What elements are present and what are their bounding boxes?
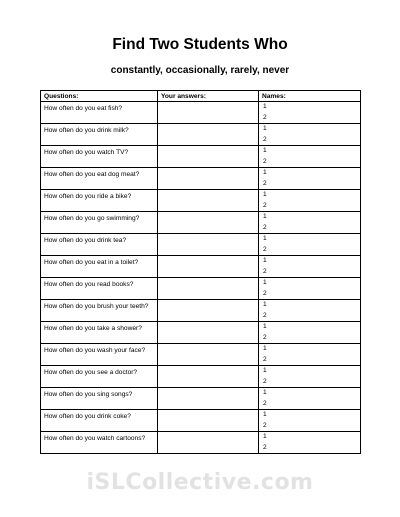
question-cell xyxy=(41,212,158,234)
name-number: 2 xyxy=(263,113,267,121)
name-number: 1 xyxy=(263,411,267,418)
name-number: 2 xyxy=(263,421,267,429)
table-row xyxy=(41,212,361,234)
table-row xyxy=(41,234,361,256)
names-cell[interactable] xyxy=(259,168,361,190)
name-number: 1 xyxy=(263,147,267,154)
question-cell xyxy=(41,410,158,432)
table-row xyxy=(41,124,361,146)
answer-cell[interactable] xyxy=(158,256,259,278)
name-number: 1 xyxy=(263,125,267,132)
answer-cell[interactable] xyxy=(158,278,259,300)
question-cell xyxy=(41,344,158,366)
answer-cell[interactable] xyxy=(158,212,259,234)
question-text: How often do you watch TV? xyxy=(44,149,129,156)
names-cell[interactable] xyxy=(259,190,361,212)
worksheet-table xyxy=(40,90,361,454)
name-number: 1 xyxy=(263,235,267,242)
questions-header: Questions: xyxy=(41,91,158,102)
question-cell xyxy=(41,168,158,190)
name-number: 2 xyxy=(263,201,267,209)
answer-cell[interactable] xyxy=(158,432,259,454)
name-number: 2 xyxy=(263,333,267,341)
name-number: 1 xyxy=(263,257,267,264)
names-cell[interactable] xyxy=(259,322,361,344)
name-number: 2 xyxy=(263,289,267,297)
name-number: 1 xyxy=(263,323,267,330)
question-cell xyxy=(41,102,158,124)
name-number: 1 xyxy=(263,103,267,110)
name-number: 1 xyxy=(263,433,267,440)
name-number: 1 xyxy=(263,389,267,396)
answer-cell[interactable] xyxy=(158,344,259,366)
question-cell xyxy=(41,432,158,454)
question-text: How often do you eat dog meat? xyxy=(44,171,140,178)
table-body xyxy=(41,102,361,454)
question-cell xyxy=(41,300,158,322)
name-number: 2 xyxy=(263,355,267,363)
question-text: How often do you drink milk? xyxy=(44,127,129,134)
table-row xyxy=(41,256,361,278)
names-cell[interactable] xyxy=(259,300,361,322)
names-cell[interactable] xyxy=(259,432,361,454)
name-number: 1 xyxy=(263,191,267,198)
answer-cell[interactable] xyxy=(158,410,259,432)
table-row xyxy=(41,432,361,454)
name-number: 2 xyxy=(263,311,267,319)
name-number: 2 xyxy=(263,267,267,275)
table-row xyxy=(41,190,361,212)
answer-cell[interactable] xyxy=(158,168,259,190)
name-number: 1 xyxy=(263,169,267,176)
table-row xyxy=(41,278,361,300)
answer-cell[interactable] xyxy=(158,322,259,344)
question-text: How often do you take a shower? xyxy=(44,325,142,332)
answer-cell[interactable] xyxy=(158,300,259,322)
table-row xyxy=(41,168,361,190)
name-number: 1 xyxy=(263,367,267,374)
name-number: 2 xyxy=(263,443,267,451)
page-title: Find Two Students Who xyxy=(112,36,288,53)
table-row xyxy=(41,366,361,388)
names-cell[interactable] xyxy=(259,234,361,256)
names-cell[interactable] xyxy=(259,256,361,278)
names-cell[interactable] xyxy=(259,366,361,388)
name-number: 2 xyxy=(263,245,267,253)
table-row xyxy=(41,146,361,168)
names-cell[interactable] xyxy=(259,278,361,300)
table-row xyxy=(41,388,361,410)
answer-cell[interactable] xyxy=(158,124,259,146)
answer-cell[interactable] xyxy=(158,234,259,256)
question-text: How often do you ride a bike? xyxy=(44,193,132,200)
names-cell[interactable] xyxy=(259,124,361,146)
name-number: 2 xyxy=(263,399,267,407)
names-cell[interactable] xyxy=(259,344,361,366)
table-row xyxy=(41,300,361,322)
names-header: Names: xyxy=(259,91,361,102)
names-cell[interactable] xyxy=(259,102,361,124)
question-text: How often do you go swimming? xyxy=(44,215,140,222)
name-number: 2 xyxy=(263,377,267,385)
names-cell[interactable] xyxy=(259,410,361,432)
answer-cell[interactable] xyxy=(158,388,259,410)
names-cell[interactable] xyxy=(259,388,361,410)
question-cell xyxy=(41,388,158,410)
table-row xyxy=(41,344,361,366)
answer-cell[interactable] xyxy=(158,146,259,168)
question-text: How often do you see a doctor? xyxy=(44,369,138,376)
question-text: How often do you sing songs? xyxy=(44,391,133,398)
table-row xyxy=(41,102,361,124)
question-cell xyxy=(41,366,158,388)
answer-cell[interactable] xyxy=(158,190,259,212)
table-header-row xyxy=(41,91,361,102)
name-number: 1 xyxy=(263,279,267,286)
question-text: How often do you watch cartoons? xyxy=(44,435,146,442)
name-number: 2 xyxy=(263,223,267,231)
answers-header: Your answers: xyxy=(158,91,259,102)
question-text: How often do you eat fish? xyxy=(44,105,123,112)
page-subtitle: constantly, occasionally, rarely, never xyxy=(110,65,290,76)
table-row xyxy=(41,322,361,344)
name-number: 1 xyxy=(263,345,267,352)
question-text: How often do you wash your face? xyxy=(44,347,146,354)
name-number: 1 xyxy=(263,301,267,308)
question-cell xyxy=(41,322,158,344)
name-number: 1 xyxy=(263,213,267,220)
question-cell xyxy=(41,234,158,256)
answer-cell[interactable] xyxy=(158,102,259,124)
question-text: How often do you brush your teeth? xyxy=(44,303,149,310)
answer-cell[interactable] xyxy=(158,366,259,388)
watermark: iSLCollective.com xyxy=(86,470,314,495)
question-text: How often do you drink tea? xyxy=(44,237,127,244)
question-text: How often do you read books? xyxy=(44,281,134,288)
table-row xyxy=(41,410,361,432)
question-cell xyxy=(41,146,158,168)
name-number: 2 xyxy=(263,179,267,187)
name-number: 2 xyxy=(263,157,267,165)
question-text: How often do you drink coke? xyxy=(44,413,131,420)
question-cell xyxy=(41,190,158,212)
question-cell xyxy=(41,124,158,146)
name-number: 2 xyxy=(263,135,267,143)
question-cell xyxy=(41,256,158,278)
question-text: How often do you eat in a toilet? xyxy=(44,259,139,266)
names-cell[interactable] xyxy=(259,146,361,168)
question-cell xyxy=(41,278,158,300)
names-cell[interactable] xyxy=(259,212,361,234)
